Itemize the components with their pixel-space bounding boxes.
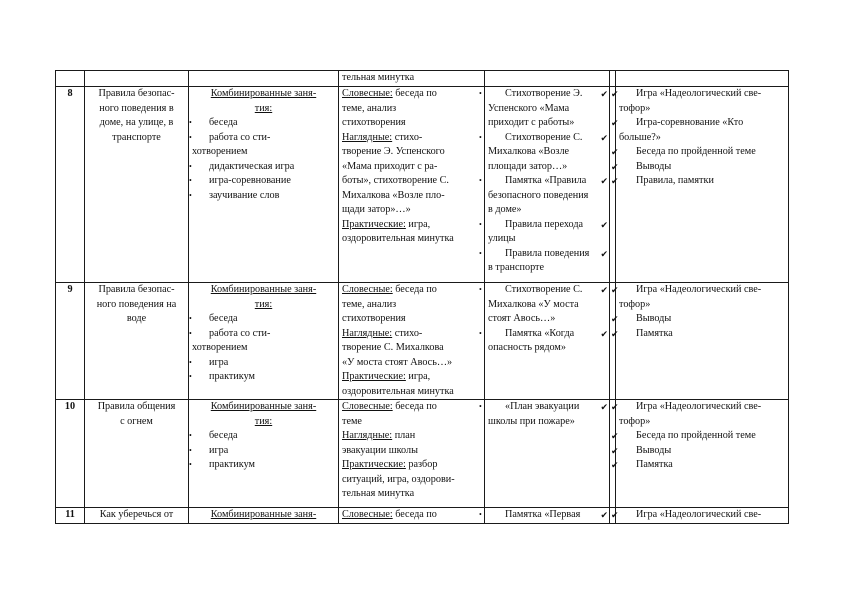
visual-aid-cont — [488, 145, 606, 160]
bullet-icon: • — [189, 176, 192, 185]
topic-text: Как уберечься от — [99, 509, 174, 520]
method-line — [342, 218, 481, 233]
topic-text: Правила общения — [97, 401, 176, 412]
form-item — [611, 429, 785, 444]
method-text: творение С. Михалкова — [342, 342, 444, 353]
method-label: Словесные: — [342, 509, 393, 520]
bullet-icon: • — [479, 132, 482, 142]
check-icon: ✔ — [611, 285, 619, 295]
method-text: теме, анализ — [342, 298, 397, 310]
form-item-cont — [619, 131, 785, 146]
form-item — [611, 174, 785, 189]
lesson-type-title: Комбинированные заня- — [210, 401, 317, 412]
check-icon: ✔ — [611, 176, 619, 186]
method-text: теме — [342, 415, 362, 427]
method-text: щади затор»…» — [342, 204, 411, 215]
check-icon: ✔ — [600, 89, 608, 99]
table-cell — [56, 71, 85, 87]
lesson-type-item — [189, 189, 335, 204]
topic-cell — [85, 508, 189, 524]
check-icon: ✔ — [611, 510, 619, 520]
visual-aid-text: Стихотворение С. — [505, 284, 583, 295]
topic-cell — [85, 87, 189, 283]
bullet-icon: • — [189, 328, 192, 338]
method-line — [342, 458, 481, 473]
method-label: Наглядные: — [342, 327, 393, 339]
method-text: эвакуации школы — [342, 444, 418, 456]
form-item — [611, 508, 785, 523]
method-line — [342, 283, 481, 298]
check-icon: ✔ — [600, 328, 608, 339]
lesson-type-title: тия: — [254, 298, 273, 310]
row-number-cell — [56, 508, 85, 524]
visual-aid-text: Стихотворение Э. — [505, 88, 583, 99]
bullet-icon: • — [189, 445, 192, 455]
visual-aids-cell — [479, 508, 610, 524]
lesson-type-item — [189, 327, 335, 342]
form-item — [611, 145, 785, 160]
topic-text: ного поведения на — [96, 298, 177, 310]
visual-aid-cont — [488, 116, 606, 131]
visual-aid-cont — [488, 341, 606, 356]
forms-cell — [611, 400, 789, 508]
method-label: Практические: — [342, 371, 406, 382]
bullet-icon: • — [479, 285, 482, 294]
method-line — [342, 341, 481, 356]
lesson-type-item — [189, 174, 335, 189]
visual-aid-item — [479, 508, 608, 523]
row-number-cell — [56, 283, 85, 400]
form-text: Памятка — [636, 327, 673, 339]
lesson-type-item-cont — [192, 145, 335, 160]
table-row — [56, 400, 789, 508]
method-line — [342, 160, 481, 175]
method-text: боты», стихотворение С. — [342, 175, 449, 186]
method-text: Михалкова «Возле пло- — [342, 189, 445, 201]
visual-aid-cont — [488, 312, 606, 327]
table-row — [56, 71, 789, 87]
bullet-icon: • — [479, 176, 482, 185]
form-text: Беседа по пройденной теме — [636, 430, 756, 441]
check-icon: ✔ — [600, 402, 608, 412]
check-icon: ✔ — [600, 132, 608, 143]
form-item — [611, 400, 785, 415]
method-label: Наглядные: — [342, 430, 393, 441]
method-text: оздоровительная минутка — [342, 233, 454, 244]
visual-aid-item — [479, 327, 608, 342]
row-number: 11 — [65, 509, 75, 520]
method-line — [342, 400, 481, 415]
visual-aid-text: «План эвакуации — [505, 401, 580, 412]
method-text: беседа по — [392, 88, 437, 99]
check-icon: ✔ — [611, 431, 619, 441]
lesson-type-item — [189, 160, 335, 175]
table-row — [56, 87, 789, 283]
check-icon: ✔ — [600, 219, 608, 230]
form-text: Правила, памятки — [636, 175, 714, 186]
lesson-type-item — [189, 429, 335, 444]
form-item — [611, 87, 785, 102]
row-number-cell — [56, 400, 85, 508]
check-icon: ✔ — [600, 248, 608, 259]
lesson-type-item — [189, 458, 335, 473]
topic-text: Правила безопас- — [98, 88, 175, 99]
form-item-cont — [619, 415, 785, 430]
method-text: стихо- — [392, 131, 423, 143]
topic-text: доме, на улице, в — [99, 117, 174, 128]
lesson-type-item-cont — [192, 341, 335, 356]
method-line — [342, 189, 481, 204]
form-text: больше?» — [619, 131, 661, 143]
visual-aid-text: Успенского «Мама — [488, 102, 570, 114]
method-label: Наглядные: — [342, 131, 393, 143]
check-icon: ✔ — [611, 460, 619, 470]
check-icon: ✔ — [611, 402, 619, 412]
table-cell — [616, 71, 789, 87]
methods-cell — [339, 87, 485, 283]
visual-aid-text: опасность рядом» — [488, 342, 566, 353]
form-item-cont — [619, 102, 785, 117]
lesson-type-cell — [189, 400, 339, 508]
form-text: Выводы — [636, 313, 672, 324]
lesson-type-text: практикум — [209, 371, 255, 382]
visual-aid-text: в доме» — [488, 204, 522, 215]
method-text: стихо- — [392, 327, 423, 339]
topic-text: воде — [126, 313, 147, 324]
visual-aid-item — [479, 174, 608, 189]
method-line — [342, 429, 481, 444]
visual-aids-cell — [479, 283, 610, 400]
method-label: Словесные: — [342, 88, 393, 99]
method-label: Словесные: — [342, 284, 393, 295]
lesson-type-cell — [189, 508, 339, 524]
visual-aid-text: Михалкова «Возле — [488, 146, 570, 157]
form-text: Игра «Надеологический све- — [636, 88, 762, 99]
visual-aid-text: безопасного поведения — [488, 189, 589, 201]
lesson-type-text: дидактическая игра — [209, 160, 295, 172]
bullet-icon: • — [189, 314, 192, 323]
visual-aid-text: площади затор…» — [488, 160, 568, 172]
method-text: тельная минутка — [342, 488, 415, 499]
bullet-icon: • — [479, 510, 482, 519]
visual-aid-cont — [488, 261, 606, 276]
visual-aid-text: Памятка «Первая — [505, 509, 581, 520]
table-cell — [339, 71, 485, 87]
check-icon: ✔ — [611, 89, 619, 99]
form-item — [611, 160, 785, 175]
table-row — [56, 283, 789, 400]
method-label: Словесные: — [342, 401, 393, 412]
table-cell — [189, 71, 339, 87]
visual-aid-item — [479, 218, 608, 233]
lesson-type-text: хотворением — [192, 146, 248, 157]
lesson-type-text: игра — [209, 356, 229, 368]
method-text: разбор — [405, 459, 438, 470]
methods-cell — [339, 283, 485, 400]
topic-text: ного поведения в — [99, 102, 174, 114]
method-text: беседа по — [392, 401, 437, 412]
visual-aid-item — [479, 87, 608, 102]
method-text: план — [392, 430, 416, 441]
bullet-icon: • — [189, 118, 192, 127]
method-text: стихотворения — [342, 117, 406, 128]
form-item — [611, 327, 785, 342]
check-icon: ✔ — [611, 314, 619, 324]
visual-aid-cont — [488, 160, 606, 175]
lesson-type-text: беседа — [209, 117, 238, 128]
lesson-plan-table — [55, 70, 789, 524]
form-item — [611, 444, 785, 459]
method-text: «У моста стоят Авось…» — [342, 356, 453, 368]
method-text: игра, — [405, 371, 431, 382]
visual-aid-item — [479, 247, 608, 262]
lesson-type-cell — [189, 87, 339, 283]
method-line — [342, 174, 481, 189]
method-line — [342, 473, 481, 488]
table-cell — [85, 71, 189, 87]
form-text: Игра «Надеологический све- — [636, 284, 762, 295]
bullet-icon: • — [189, 161, 192, 171]
topic-text: Правила безопас- — [98, 284, 175, 295]
visual-aid-item — [479, 131, 608, 146]
visual-aid-cont — [488, 102, 606, 117]
lesson-type-text: практикум — [209, 459, 255, 470]
method-text: стихотворения — [342, 313, 406, 324]
bullet-icon: • — [479, 219, 482, 229]
form-text: Выводы — [636, 160, 672, 172]
check-icon: ✔ — [611, 445, 619, 456]
method-line — [342, 444, 481, 459]
form-text: Игра-соревнование «Кто — [636, 117, 744, 128]
bullet-icon: • — [189, 431, 192, 440]
method-line — [342, 116, 481, 131]
visual-aid-text: Стихотворение С. — [505, 131, 583, 143]
lesson-type-title: тия: — [254, 102, 273, 114]
lesson-type-item — [189, 444, 335, 459]
form-text: Игра «Надеологический све- — [636, 401, 762, 412]
visual-aid-text: Правила перехода — [505, 218, 584, 230]
form-text: тофор» — [619, 102, 651, 114]
method-text: «Мама приходит с ра- — [342, 160, 438, 172]
methods-cell — [339, 508, 485, 524]
visual-aid-item — [479, 283, 608, 298]
bullet-icon: • — [479, 328, 482, 338]
visual-aid-text: Михалкова «У моста — [488, 298, 579, 310]
bullet-icon: • — [189, 132, 192, 142]
check-icon: ✔ — [600, 510, 608, 520]
bullet-icon: • — [189, 372, 192, 381]
visual-aids-cell — [479, 87, 610, 283]
lesson-type-title: Комбинированные заня- — [210, 88, 317, 99]
visual-aid-text: улицы — [488, 233, 516, 244]
visual-aid-cont — [488, 189, 606, 204]
forms-cell — [611, 87, 789, 283]
visual-aid-cont — [488, 203, 606, 218]
method-line — [342, 508, 481, 523]
method-text: ситуаций, игра, оздорови- — [342, 473, 455, 485]
lesson-type-item — [189, 370, 335, 385]
form-item — [611, 283, 785, 298]
method-line — [342, 487, 481, 502]
form-text: Игра «Надеологический све- — [636, 509, 762, 520]
method-line — [342, 298, 481, 313]
method-line — [342, 356, 481, 371]
form-item — [611, 458, 785, 473]
visual-aid-cont — [488, 298, 606, 313]
method-line — [342, 370, 481, 385]
visual-aid-item — [479, 400, 608, 415]
visual-aid-text: в транспорте — [488, 262, 545, 273]
method-text: беседа по — [392, 509, 437, 520]
method-line — [342, 145, 481, 160]
row-number: 9 — [67, 284, 73, 295]
check-icon: ✔ — [611, 147, 619, 157]
lesson-type-text: игра-соревнование — [209, 175, 291, 186]
form-item-cont — [619, 298, 785, 313]
methods-cell — [339, 400, 485, 508]
lesson-type-text: беседа — [209, 430, 238, 441]
form-text: тофор» — [619, 415, 651, 427]
visual-aid-text: школы при пожаре» — [488, 415, 575, 427]
bullet-icon: • — [189, 460, 192, 469]
bullet-icon: • — [479, 248, 482, 258]
table-cell — [485, 71, 610, 87]
method-line — [342, 232, 481, 247]
table-row — [56, 508, 789, 524]
row-number: 8 — [67, 88, 73, 99]
lesson-type-item — [189, 312, 335, 327]
lesson-type-text: заучивание слов — [209, 189, 280, 201]
visual-aid-text: Правила поведения — [505, 247, 590, 259]
lesson-type-text: беседа — [209, 313, 238, 324]
row-number-cell — [56, 87, 85, 283]
visual-aid-text: Памятка «Правила — [505, 175, 587, 186]
visual-aid-cont — [488, 232, 606, 247]
lesson-type-cell — [189, 283, 339, 400]
check-icon: ✔ — [611, 118, 619, 128]
method-text: теме, анализ — [342, 102, 397, 114]
method-line — [342, 87, 481, 102]
visual-aid-text: приходит с работы» — [488, 117, 575, 128]
form-text: тофор» — [619, 298, 651, 310]
form-item — [611, 116, 785, 131]
visual-aid-cont — [488, 415, 606, 430]
row-number: 10 — [64, 401, 76, 412]
bullet-icon: • — [189, 190, 192, 200]
topic-cell — [85, 400, 189, 508]
method-line — [342, 102, 481, 117]
method-text: оздоровительная минутка — [342, 385, 454, 397]
form-item — [611, 312, 785, 327]
method-text: беседа по — [392, 284, 437, 295]
topic-cell — [85, 283, 189, 400]
bullet-icon: • — [189, 357, 192, 367]
visual-aid-text: стоят Авось…» — [488, 313, 556, 324]
method-line — [342, 385, 481, 400]
method-label: Практические: — [342, 218, 406, 230]
visual-aid-text: Памятка «Когда — [505, 327, 575, 339]
lesson-type-item — [189, 131, 335, 146]
forms-cell — [611, 283, 789, 400]
bullet-icon: • — [479, 89, 482, 98]
bullet-icon: • — [479, 402, 482, 411]
lesson-type-item — [189, 116, 335, 131]
visual-aids-cell — [479, 400, 610, 508]
forms-cell — [611, 508, 789, 524]
form-text: Беседа по пройденной теме — [636, 146, 756, 157]
methods-tail: тельная минутка — [342, 72, 415, 83]
check-icon: ✔ — [600, 285, 608, 295]
lesson-type-title: Комбинированные заня- — [210, 284, 317, 295]
lesson-type-title: тия: — [254, 415, 273, 427]
method-line — [342, 203, 481, 218]
method-line — [342, 415, 481, 430]
method-line — [342, 312, 481, 327]
lesson-type-title: Комбинированные заня- — [210, 509, 317, 520]
method-label: Практические: — [342, 459, 406, 470]
lesson-type-text: игра — [209, 444, 229, 456]
method-line — [342, 327, 481, 342]
check-icon: ✔ — [611, 328, 619, 339]
lesson-type-item — [189, 356, 335, 371]
lesson-type-text: работа со сти- — [209, 131, 271, 143]
method-text: творение Э. Успенского — [342, 146, 445, 157]
method-line — [342, 131, 481, 146]
lesson-type-text: работа со сти- — [209, 327, 271, 339]
check-icon: ✔ — [611, 161, 619, 172]
lesson-type-text: хотворением — [192, 342, 248, 353]
method-text: игра, — [405, 218, 431, 230]
topic-text: транспорте — [112, 131, 161, 143]
topic-text: с огнем — [120, 415, 153, 427]
form-text: Выводы — [636, 444, 672, 456]
form-text: Памятка — [636, 459, 673, 470]
check-icon: ✔ — [600, 176, 608, 186]
